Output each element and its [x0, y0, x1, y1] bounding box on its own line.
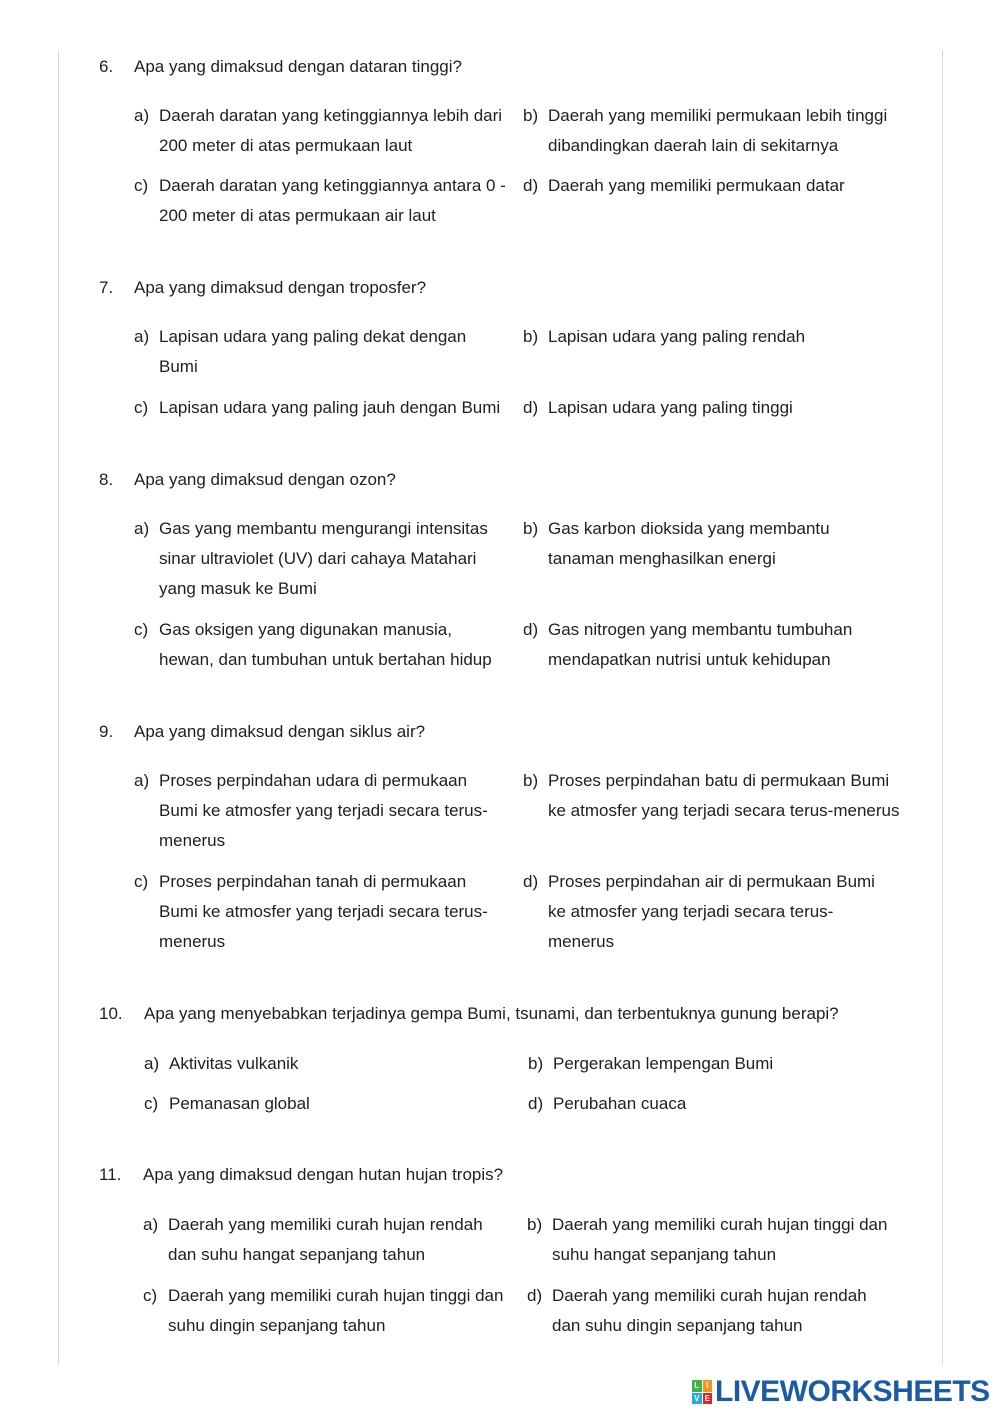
question-text: Apa yang dimaksud dengan hutan hujan tropis?: [143, 1165, 504, 1184]
option-text: Proses perpindahan udara di permukaan Bumi ke atmosfer yang terjadi secara terus-menerus: [159, 771, 488, 850]
option-label: a): [143, 1215, 159, 1234]
option-label: a): [134, 327, 150, 346]
option-text: Perubahan cuaca: [553, 1094, 687, 1113]
option-text: Gas nitrogen yang membantu tumbuhan mendapatkan nutrisi untuk kehidupan: [548, 620, 853, 669]
option-label: d): [523, 872, 539, 891]
option-text: Proses perpindahan air di permukaan Bumi ke atmosfer yang terjadi secara terus-menerus: [548, 872, 875, 951]
option-b[interactable]: [528, 1049, 898, 1079]
option-label: d): [523, 398, 539, 417]
option-text: Lapisan udara yang paling jauh dengan Bumi: [159, 398, 501, 417]
option-text: Gas yang membantu mengurangi intensitas sinar ultraviolet (UV) dari cahaya Matahari yang masuk ke Bumi: [159, 519, 488, 598]
option-label: d): [523, 620, 539, 639]
option-label: d): [523, 176, 539, 195]
option-text: Daerah yang memiliki curah hujan tinggi dan suhu hangat sepanjang tahun: [552, 1215, 888, 1264]
option-label: b): [528, 1054, 544, 1073]
option-label: c): [134, 620, 149, 639]
question-number: 8.: [99, 470, 114, 489]
option-d[interactable]: [527, 1281, 887, 1341]
option-d[interactable]: [523, 615, 873, 675]
option-a[interactable]: [134, 322, 484, 382]
option-a[interactable]: [144, 1049, 504, 1079]
option-label: b): [523, 106, 539, 125]
option-d[interactable]: [523, 393, 903, 423]
option-label: c): [134, 398, 149, 417]
option-text: Daerah yang memiliki permukaan datar: [548, 176, 845, 195]
option-label: d): [527, 1286, 543, 1305]
option-a[interactable]: [134, 766, 504, 856]
option-label: b): [523, 327, 539, 346]
option-d[interactable]: [523, 171, 903, 201]
option-text: Pemanasan global: [169, 1094, 310, 1113]
option-text: Aktivitas vulkanik: [169, 1054, 299, 1073]
option-text: Lapisan udara yang paling dekat dengan Bumi: [159, 327, 467, 376]
option-a[interactable]: [134, 101, 514, 161]
option-label: d): [528, 1094, 544, 1113]
option-d[interactable]: [523, 867, 893, 957]
option-text: Proses perpindahan tanah di permukaan Bumi ke atmosfer yang terjadi secara terus-menerus: [159, 872, 488, 951]
question-number: 6.: [99, 57, 114, 76]
question-number: 11.: [99, 1165, 122, 1184]
option-a[interactable]: [134, 514, 504, 604]
option-b[interactable]: [523, 322, 903, 352]
option-c[interactable]: [134, 393, 516, 423]
option-b[interactable]: [523, 514, 863, 574]
question-number: 9.: [99, 722, 114, 741]
logo-badge-icon: L I V E: [692, 1380, 712, 1404]
option-label: a): [134, 106, 150, 125]
option-label: c): [134, 872, 149, 891]
option-label: c): [143, 1286, 158, 1305]
option-text: Daerah yang memiliki curah hujan tinggi dan suhu dingin sepanjang tahun: [168, 1286, 504, 1335]
option-text: Daerah yang memiliki curah hujan rendah dan suhu hangat sepanjang tahun: [168, 1215, 483, 1264]
option-b[interactable]: [523, 766, 903, 826]
option-text: Lapisan udara yang paling rendah: [548, 327, 806, 346]
question-text: Apa yang dimaksud dengan troposfer?: [134, 278, 427, 297]
logo-text: LIVEWORKSHEETS: [715, 1375, 990, 1408]
option-text: Daerah yang memiliki curah hujan rendah dan suhu dingin sepanjang tahun: [552, 1286, 867, 1335]
option-text: Daerah daratan yang ketinggiannya antara 0 - 200 meter di atas permukaan air laut: [159, 176, 506, 225]
option-text: Lapisan udara yang paling tinggi: [548, 398, 793, 417]
option-label: c): [134, 176, 149, 195]
option-label: b): [527, 1215, 543, 1234]
option-label: b): [523, 519, 539, 538]
option-label: a): [134, 519, 150, 538]
option-d[interactable]: [528, 1089, 898, 1119]
question-number: 7.: [99, 278, 114, 297]
option-text: Proses perpindahan batu di permukaan Bumi ke atmosfer yang terjadi secara terus-menerus: [548, 771, 900, 820]
option-a[interactable]: [143, 1210, 503, 1270]
option-label: b): [523, 771, 539, 790]
option-c[interactable]: [144, 1089, 504, 1119]
question-text: Apa yang dimaksud dengan dataran tinggi?: [134, 57, 462, 76]
option-c[interactable]: [134, 615, 504, 675]
option-text: Pergerakan lempengan Bumi: [553, 1054, 774, 1073]
option-c[interactable]: [134, 867, 504, 957]
left-margin-line: [58, 50, 59, 1365]
option-text: Gas oksigen yang digunakan manusia, hewan, dan tumbuhan untuk bertahan hidup: [159, 620, 492, 669]
question-text: Apa yang dimaksud dengan siklus air?: [134, 722, 426, 741]
question-text: Apa yang dimaksud dengan ozon?: [134, 470, 396, 489]
right-margin-line: [942, 50, 943, 1365]
option-label: a): [134, 771, 150, 790]
question-number: 10.: [99, 1004, 123, 1023]
question-text: Apa yang menyebabkan terjadinya gempa Bumi, tsunami, dan terbentuknya gunung berapi?: [144, 1004, 839, 1023]
liveworksheets-logo[interactable]: [692, 1376, 990, 1408]
option-label: a): [144, 1054, 160, 1073]
option-text: Gas karbon dioksida yang membantu tanaman menghasilkan energi: [548, 519, 830, 568]
option-text: Daerah yang memiliki permukaan lebih tinggi dibandingkan daerah lain di sekitarnya: [548, 106, 888, 155]
option-b[interactable]: [523, 101, 903, 161]
option-text: Daerah daratan yang ketinggiannya lebih dari 200 meter di atas permukaan laut: [159, 106, 503, 155]
option-b[interactable]: [527, 1210, 902, 1270]
option-c[interactable]: [134, 171, 516, 231]
option-label: c): [144, 1094, 159, 1113]
option-c[interactable]: [143, 1281, 513, 1341]
